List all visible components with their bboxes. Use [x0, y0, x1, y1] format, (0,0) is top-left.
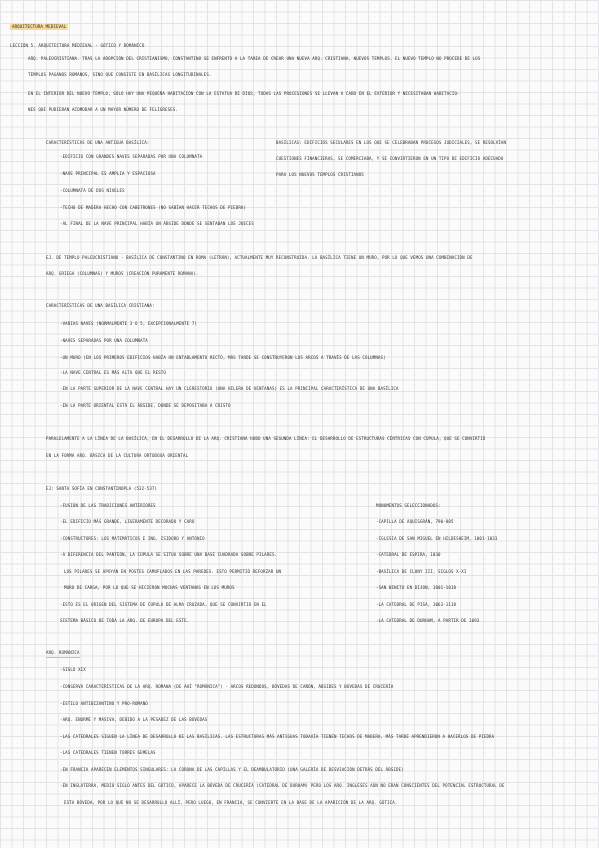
paleo-intro-line-3: EN EL INTERIOR DEL NUEVO TEMPLO, SÓLO HAY UNA PEQUEÑA HABITACIÓN CON LA ESTATUA DE DIOS, TODAS LAS PROCESIONES SE LLEVAN A CABO EN EL EXTERIOR Y NECESITABAN HABITACIO- [28, 91, 460, 96]
lesson-heading: LECCIÓN 5. ARQUITECTURA MEDIEVAL - GÓTICO Y ROMÁNICO [10, 43, 145, 48]
christian-basilica-item: -VARIAS NAVES (NORMALMENTE 3 O 5, EXCEPCIONALMENTE 7) [60, 321, 197, 326]
christian-basilica-item: -NAVES SEPARADAS POR UNA COLUMNATA [60, 338, 148, 343]
romanica-item: -SIGLO XIX [60, 667, 86, 672]
santa-sofia-item: -FUSIÓN DE LAS TRADICIONES ANTERIORES [60, 503, 156, 508]
parallel-line-1: PARALELAMENTE A LA LÍNEA DE LA BASÍLICA, EN EL DESARROLLO DE LA ARQ. CRISTIANA HUBO UNA SEGUNDA LÍNEA: EL DESARROLLO DE ESTRUCTURAS CÉNTRICAS CON CÚPULA, QUE SE CONVIRTIÓ [46, 436, 486, 441]
ancient-basilica-heading: CARACTERÍSTICAS DE UNA ANTIGUA BASÍLICA: [46, 140, 150, 145]
basilicas-definition-line-3: PARA LOS NUEVOS TEMPLOS CRISTIANOS [276, 172, 364, 177]
page-title: ARQUITECTURA MEDIEVAL [12, 24, 67, 29]
santa-sofia-item: SISTEMA BÁSICO DE TODA LA ARQ. DE EUROPA DEL ESTE. [60, 618, 190, 623]
christian-basilica-item: -EN LA PARTE SUPERIOR DE LA NAVE CENTRAL HAY UN CLERESTORIO (UNA HILERA DE VENTANAS) ES LA PRINCIPAL CARACTERÍSTICA DE UNA BASÍLICA [60, 386, 399, 391]
romanica-item: -ESTILO ANTIBIZANTINO Y PRO-ROMANO [60, 701, 148, 706]
santa-sofia-item: LOS PILARES SE APOYAN EN POSTES CAMUFLADOS EN LAS PAREDES. ESTO PERMITIÓ REFORZAR UN [64, 569, 282, 574]
monument-item: -LA CATEDRAL DE DURHAM, A PARTIR DE 1093 [376, 618, 480, 623]
parallel-line-2: EN LA FORMA ARQ. BÁSICA DE LA CULTURA ORTODOXA ORIENTAL [46, 453, 189, 458]
ancient-basilica-item: -NAVE PRINCIPAL ES AMPLIA Y ESPACIOSA [60, 171, 156, 176]
santa-sofia-item: -A DIFERENCIA DEL PANTEÓN, LA CÚPULA SE SITÚA SOBRE UNA BASE CUADRADA SOBRE PILARES. [60, 552, 278, 557]
monument-item: -CATEDRAL DE ESPIRA, 1030 [376, 552, 441, 557]
romanica-item: -EN INGLATERRA, MEDIO SIGLO ANTES DEL GÓTICO, APARECE LA BÓVEDA DE CRUCERÍA (CATEDRAL DE DURHAM) PERO LOS ARQ. INGLESES AÚN NO ERAN CONSCIENTES DEL POTENCIAL ESTRUCTURAL DE [60, 783, 505, 788]
romanica-item: -LAS CATEDRALES SIGUEN LA LÍNEA DE DESARROLLO DE LAS BASÍLICAS. LAS ESTRUCTURAS MÁS ANTIGUAS TODAVÍA TIENEN TECHOS DE MADERA, MÁS TARDE APRENDIERON A HACERLOS DE PIEDRA [60, 734, 495, 739]
romanica-item: -ARQ. ENORME Y MASIVA, DEBIDO A LA PESADEZ DE LAS BÓVEDAS [60, 717, 208, 722]
romanica-item: -LAS CATEDRALES TIENEN TORRES GEMELAS [60, 750, 156, 755]
santa-sofia-heading: EJ: SANTA SOFÍA EN CONSTANTINOPLA (532-537) [46, 486, 158, 491]
monument-item: -CAPILLA DE AQUISGRÁN, 790-805 [376, 519, 454, 524]
paleo-intro-line-1: ARQ. PALEOCRISTIANA. TRAS LA ADOPCIÓN DEL CRISTIANISMO, CONSTANTINO SE ENFRENTÓ A LA TAREA DE CREAR UNA NUEVA ARQ. CRISTIANA, NUEVOS TEMPLOS. EL NUEVO TEMPLO NO PROCEDE DE LOS [28, 56, 481, 61]
monument-item: -SAN BENITO EN DIJON, 1001-1018 [376, 585, 457, 590]
christian-basilica-heading: CARACTERÍSTICAS DE UNA BASÍLICA CRISTIANA: [46, 303, 155, 308]
christian-basilica-item: -UN MURO (EN LOS PRIMEROS EDIFICIOS HABÍA UN ENTABLAMENTO RECTO, MÁS TARDE SE CONSTRUYERON LOS ARCOS A TRAVÉS DE LAS COLUMNAS) [60, 355, 386, 360]
monument-item: -LA CATEDRAL DE PISA, 1063-1118 [376, 602, 457, 607]
monument-item: -IGLESIA DE SAN MIGUEL EN HILDESHEIM, 1001-1033 [376, 536, 498, 541]
santa-sofia-item: MURO DE CARGA, POR LO QUE SE HICIERON MUCHAS VENTANAS EN LOS MUROS [64, 585, 235, 590]
romanica-item: -EN FRANCIA APARECEN ELEMENTOS SINGULARES: LA CORONA DE LAS CAPILLAS Y EL DEAMBULATORIO (UNA GALERÍA DE DESVIACIÓN DETRÁS DEL ÁBSIDE) [60, 767, 404, 772]
christian-basilica-item: -EN LA PARTE ORIENTAL ESTÁ EL ÁBSIDE, DONDE SE DEPOSITABA A CRISTO [60, 403, 231, 408]
ancient-basilica-item: -TECHO DE MADERA HECHO CON CABETRONES (NO SABÍAN HACER TECHOS DE PIEDRA) [60, 205, 247, 210]
paleo-intro-line-4: NES QUE PUDIERAN ACOMODAR A UN MAYOR NÚMERO DE FELIGRESES. [28, 107, 178, 112]
christian-basilica-item: -LA NAVE CENTRAL ES MÁS ALTA QUE EL RESTO [60, 370, 166, 375]
monument-item: -BASÍLICA DE CLUNY III, SIGLOS X-XI [376, 569, 467, 574]
basilicas-definition-line-1: BASÍLICAS: EDIFICIOS SECULARES EN LOS QUE SE CELEBRABAN PROCESOS JUDICIALES, SE RESOLVÍAN [276, 140, 507, 145]
paleo-intro-line-2: TEMPLOS PAGANOS ROMANOS, SINO QUE CONSISTE EN BASÍLICAS LONGITUDINALES. [28, 72, 212, 77]
romanica-heading: ARQ. ROMÁNICA [46, 650, 80, 658]
romanica-item: -CONSERVA CARACTERÍSTICAS DE LA ARQ. ROMANA (DE AHÍ "ROMÁNICA") - ARCOS REDONDOS, BÓVEDAS DE CAÑÓN, ÁBSIDES Y BÓVEDAS DE CRUCERÍA [60, 684, 394, 689]
ancient-basilica-item: -EDIFICIO CON GRANDES NAVES SEPARADAS POR UNA COLUMNATA [60, 154, 203, 159]
santa-sofia-item: -EL EDIFICIO MÁS GRANDE, LIGERAMENTE DECORADO Y CARO [60, 519, 195, 524]
ancient-basilica-item: -COLUMNATA DE DOS NIVELES [60, 188, 125, 193]
romanica-item: ESTA BÓVEDA, POR LO QUE NO SE DESARROLLÓ ALLÍ, PERO LUEGO, EN FRANCIA, SE CONVIERTE EN LA BASE DE LA APARICIÓN DE LA ARQ. GÓTICA. [64, 800, 398, 805]
santa-sofia-item: -CONSTRUCTORES: LOS MATEMÁTICOS E ING. ISIDORO Y ANTONIO [60, 536, 205, 541]
paleo-example-line-1: EJ. DE TEMPLO PALEOCRISTIANO - BASÍLICA DE CONSTANTINO EN ROMA (LETRÁN), ACTUALMENTE MUY RECONSTRUIDA. LA BASÍLICA TIENE UN MURO, POR LO QUE VEMOS UNA COMBINACIÓN DE [46, 255, 473, 260]
paleo-example-line-2: ARQ. GRIEGA (COLUMNAS) Y MUROS (CREACIÓN PURAMENTE ROMANA). [46, 271, 199, 276]
ancient-basilica-item: -AL FINAL DE LA NAVE PRINCIPAL HABÍA UN ÁBSIDE DONDE SE SENTABAN LOS JUECES [60, 221, 254, 226]
santa-sofia-item: -ESTO ES EL ORIGEN DEL SISTEMA DE CÚPULA DE ALMA CRUZADA, QUE SE CONVIRTIÓ EN EL [60, 602, 267, 607]
basilicas-definition-line-2: CUESTIONES FINANCIERAS, SE COMERCIABA, Y SE CONVIRTIERON EN UN TIPO DE EDIFICIO ADECUADO [276, 156, 504, 161]
monuments-heading: MONUMENTOS SELECCIONADOS: [376, 503, 441, 508]
